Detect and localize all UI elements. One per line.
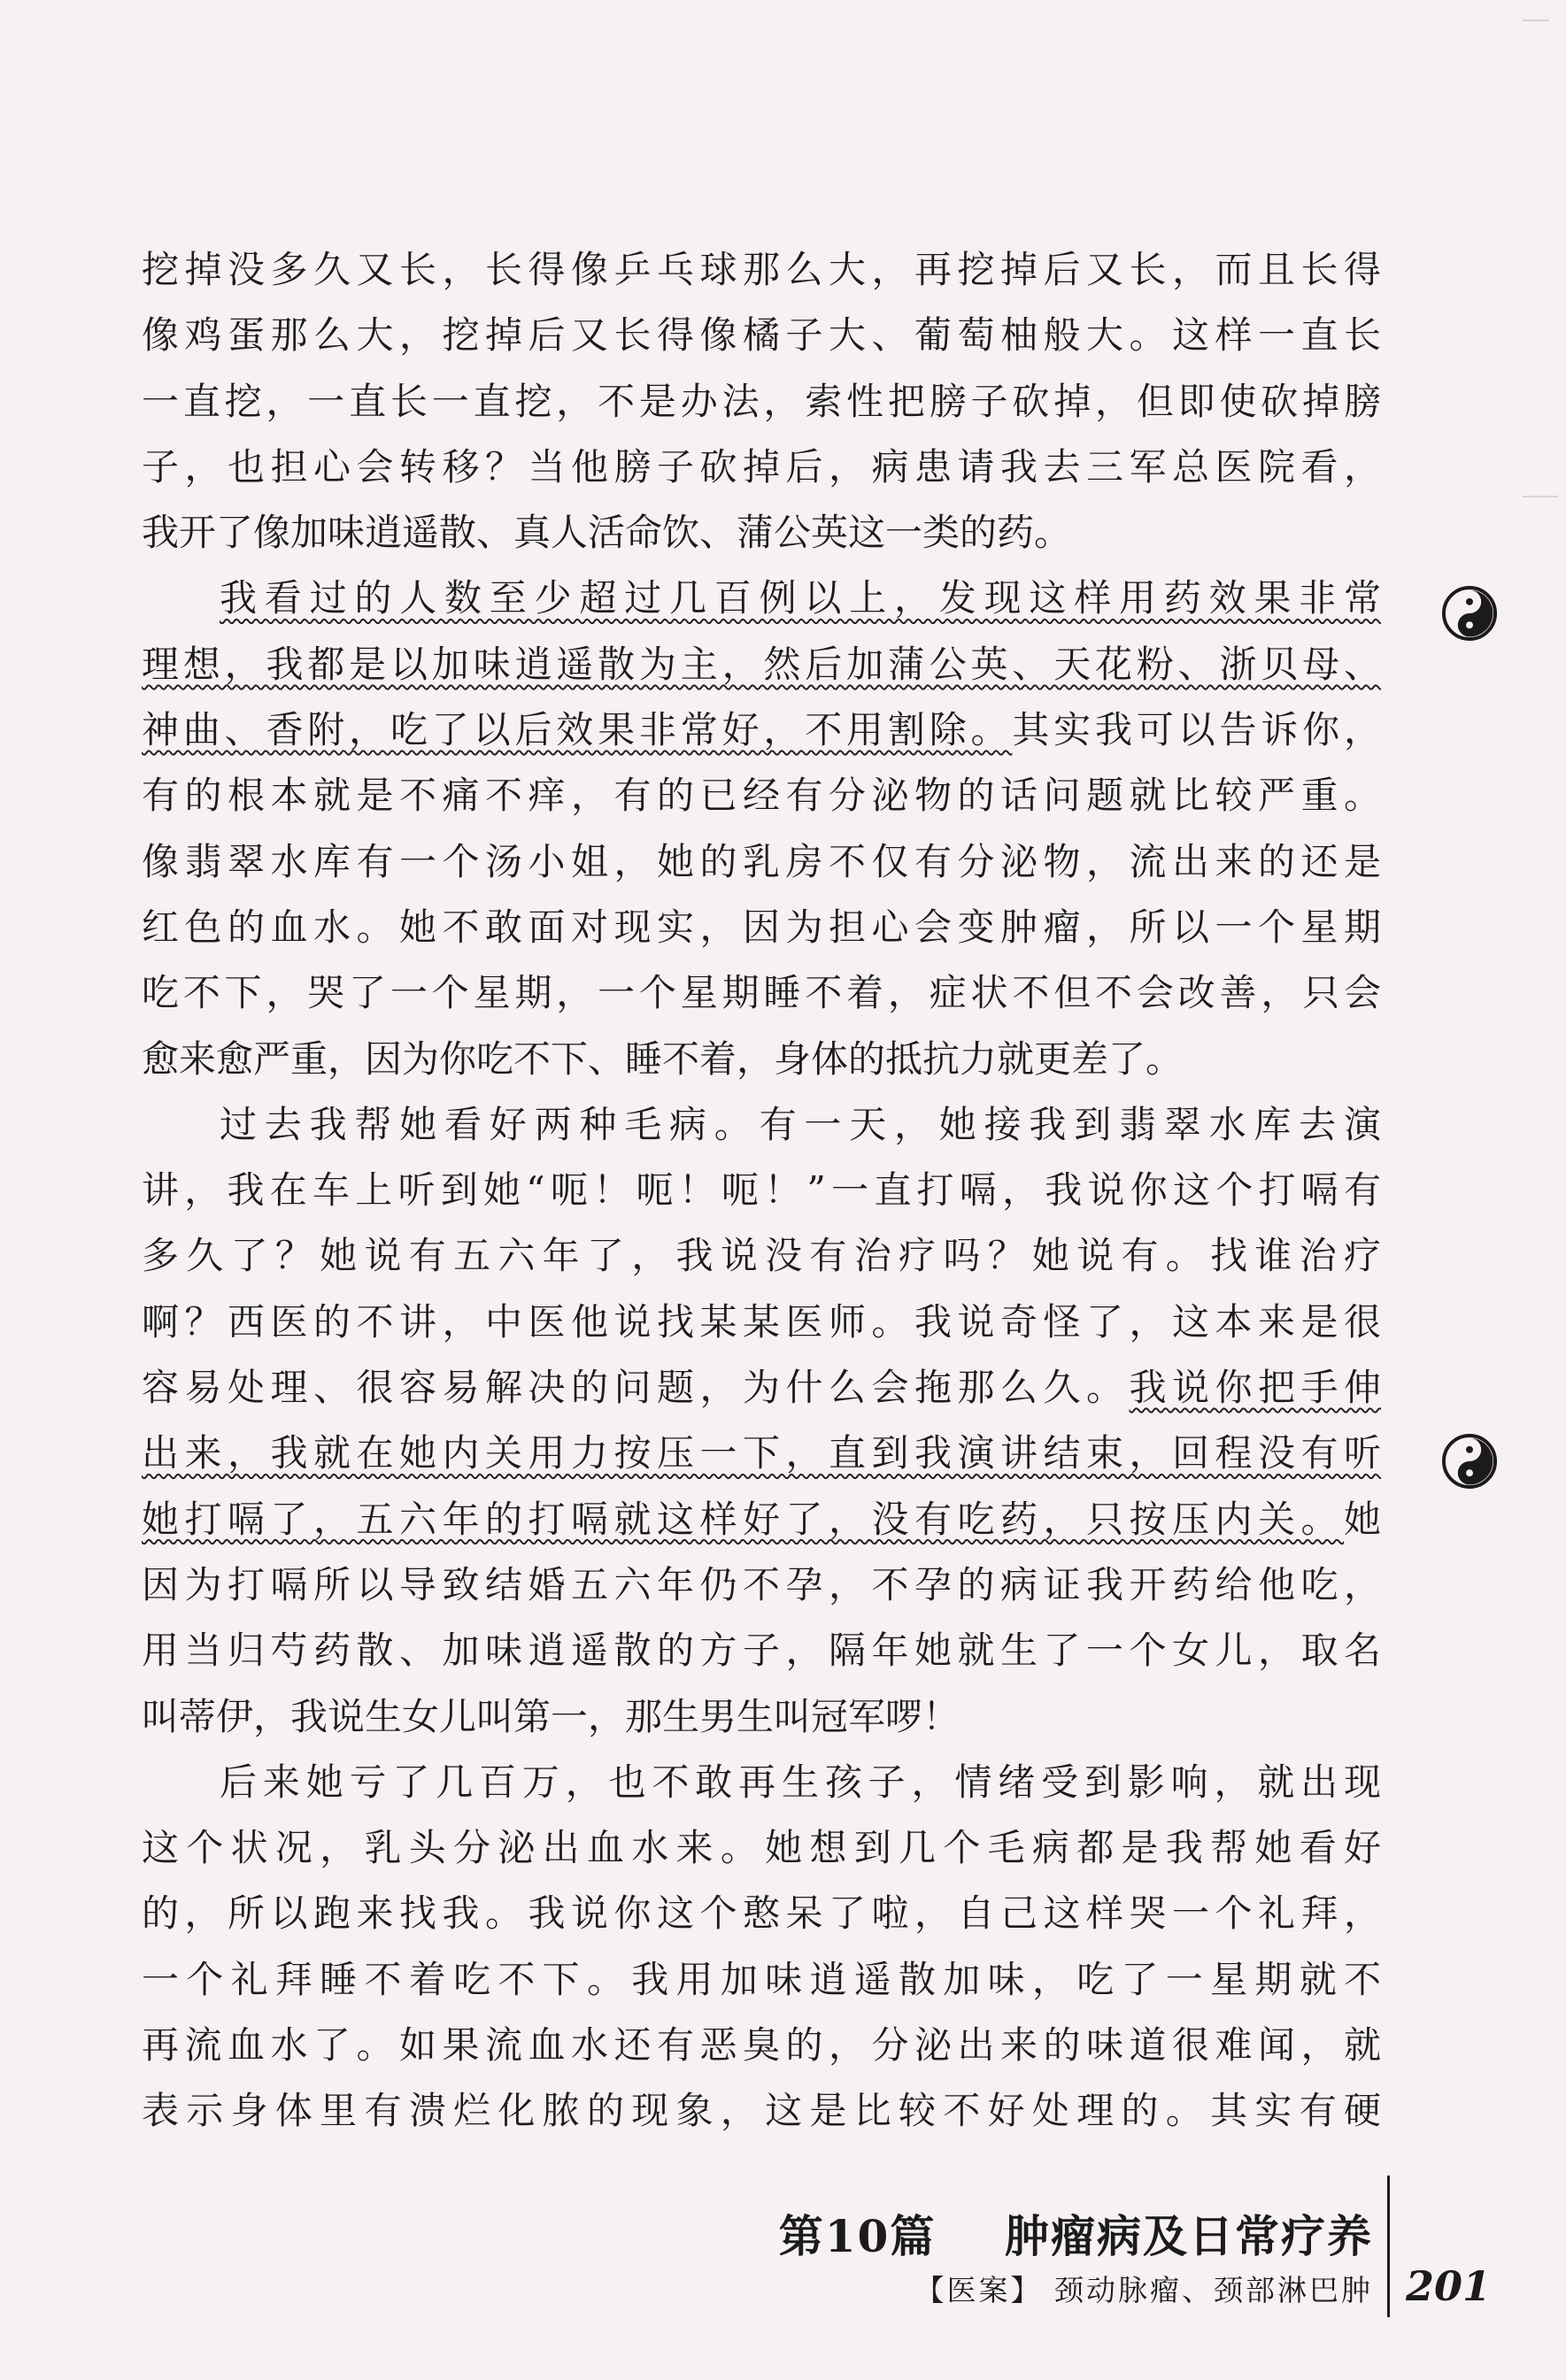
text-line <box>142 303 1381 368</box>
text-line <box>142 829 1381 895</box>
text-line <box>142 1947 1381 2013</box>
text-line <box>142 1092 1381 1158</box>
running-footer-title <box>779 2201 1373 2265</box>
text-line <box>142 895 1381 960</box>
highlighted-text-segment: 理想，我都是以加味逍遥散为主，然后加蒲公英、天花粉、浙贝母、 <box>142 642 1381 686</box>
text-segment: 挖掉没多久又长，长得像乒乓球那么大，再挖掉后又长，而且长得 <box>142 248 1381 291</box>
text-line <box>142 1552 1381 1618</box>
text-segment: 有的根本就是不痛不痒，有的已经有分泌物的话问题就比较严重。 <box>142 774 1381 818</box>
text-line <box>142 763 1381 828</box>
page-scuff-mark <box>1523 496 1558 497</box>
text-line <box>142 369 1381 435</box>
text-segment: 啊？西医的不讲，中医他说找某某医师。我说奇怪了，这本来是很 <box>142 1299 1381 1344</box>
text-segment: 叫蒂伊，我说生女儿叫第一，那生男生叫冠军啰！ <box>142 1694 960 1738</box>
running-footer-subtitle: 【医案】 颈动脉瘤、颈部淋巴肿 <box>914 2273 1373 2307</box>
text-segment: 讲，我在车上听到她“呃！呃！呃！”一直打嗝，我说你这个打嗝有 <box>142 1168 1381 1213</box>
text-line <box>142 1290 1381 1355</box>
highlighted-text-segment: 我看过的人数至少超过几百例以上，发现这样用药效果非常 <box>220 576 1381 620</box>
text-line <box>142 1618 1381 1683</box>
text-segment: 吃不下，哭了一个星期，一个星期睡不着，症状不但不会改善，只会 <box>142 971 1381 1015</box>
text-segment: 多久了？她说有五六年了，我说没有治疗吗？她说有。找谁治疗 <box>142 1234 1381 1278</box>
highlighted-text-segment: 她打嗝了，五六年的打嗝就这样好了，没有吃药，只按压内关。 <box>142 1497 1344 1541</box>
text-segment: 像鸡蛋那么大，挖掉后又长得像橘子大、葡萄柚般大。这样一直长 <box>142 313 1381 358</box>
text-line <box>142 1487 1381 1552</box>
text-segment: 其实我可以告诉你， <box>1012 708 1381 752</box>
text-segment: 一直挖，一直长一直挖，不是办法，索性把膀子砍掉，但即使砍掉膀 <box>142 379 1381 423</box>
text-line <box>142 1815 1381 1881</box>
text-line <box>142 1027 1381 1092</box>
footer-divider <box>1387 2176 1390 2317</box>
text-segment: 后来她亏了几百万，也不敢再生孩子，情绪受到影响，就出现 <box>220 1760 1381 1804</box>
text-line <box>142 1355 1381 1421</box>
text-line <box>142 1421 1381 1486</box>
taiji-icon <box>1440 584 1499 643</box>
highlighted-text-segment: 我说你把手伸 <box>1129 1366 1381 1410</box>
text-segment: 用当归芍药散、加味逍遥散的方子，隔年她就生了一个女儿，取名 <box>142 1629 1381 1673</box>
text-segment: 愈来愈严重，因为你吃不下、睡不着，身体的抵抗力就更差了。 <box>142 1036 1184 1081</box>
page-scuff-mark <box>1523 19 1549 21</box>
taiji-icon <box>1440 1432 1499 1490</box>
body-text <box>142 237 1381 2145</box>
text-segment: 过去我帮她看好两种毛病。有一天，她接我到翡翠水库去演 <box>220 1102 1381 1146</box>
text-segment: 红色的血水。她不敢面对现实，因为担心会变肿瘤，所以一个星期 <box>142 905 1381 949</box>
chapter-number: 第10篇 <box>778 2210 937 2262</box>
text-line <box>142 566 1381 631</box>
text-segment: 像翡翠水库有一个汤小姐，她的乳房不仅有分泌物，流出来的还是 <box>142 839 1381 883</box>
text-segment: 她 <box>1343 1497 1381 1541</box>
text-line <box>142 960 1381 1026</box>
text-line <box>142 1684 1381 1750</box>
text-line <box>142 1223 1381 1289</box>
text-line <box>142 697 1381 763</box>
text-segment: 一个礼拜睡不着吃不下。我用加味逍遥散加味，吃了一星期就不 <box>142 1957 1381 2001</box>
text-segment: 子，也担心会转移？当他膀子砍掉后，病患请我去三军总医院看， <box>142 444 1381 489</box>
text-line <box>142 2078 1381 2144</box>
chapter-title: 肿瘤病及日常疗养 <box>1005 2210 1373 2262</box>
text-segment: 因为打嗝所以导致结婚五六年仍不孕，不孕的病证我开药给他吃， <box>142 1562 1381 1606</box>
text-line <box>142 435 1381 500</box>
text-line <box>142 1881 1381 1946</box>
text-segment: 容易处理、很容易解决的问题，为什么会拖那么久。 <box>142 1366 1130 1410</box>
text-segment: 表示身体里有溃烂化脓的现象，这是比较不好处理的。其实有硬 <box>142 2089 1381 2133</box>
text-segment: 我开了像加味逍遥散、真人活命饮、蒲公英这一类的药。 <box>142 511 1072 555</box>
highlighted-text-segment: 神曲、香附，吃了以后效果非常好，不用割除。 <box>142 708 1013 752</box>
text-line <box>142 2013 1381 2078</box>
text-line <box>142 1158 1381 1223</box>
text-segment: 再流血水了。如果流血水还有恶臭的，分泌出来的味道很难闻，就 <box>142 2023 1381 2068</box>
text-segment: 的，所以跑来找我。我说你这个憨呆了啦，自己这样哭一个礼拜， <box>142 1891 1381 1936</box>
text-line <box>142 1750 1381 1815</box>
highlighted-text-segment: 出来，我就在她内关用力按压一下，直到我演讲结束，回程没有听 <box>142 1431 1381 1475</box>
text-segment: 这个状况，乳头分泌出血水来。她想到几个毛病都是我帮她看好 <box>142 1826 1381 1870</box>
text-line <box>142 500 1381 566</box>
page-number: 201 <box>1406 2262 1492 2310</box>
text-line <box>142 237 1381 303</box>
text-line <box>142 632 1381 697</box>
